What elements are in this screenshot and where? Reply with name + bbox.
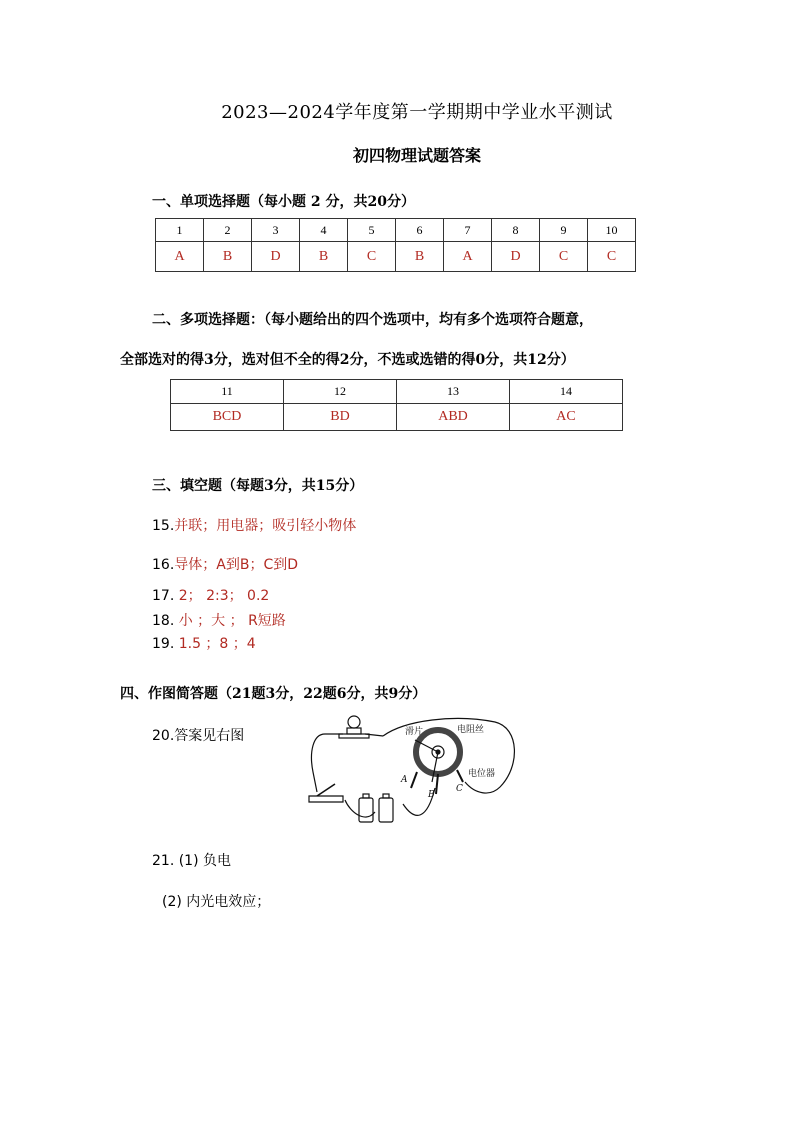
terminal-b-label: B (428, 790, 435, 800)
q17-number: 17. (152, 588, 175, 604)
q-number-cell-1: 11 (171, 380, 284, 404)
q-number-cell-1: 1 (156, 219, 204, 242)
q21-part1: 21. (1) 负电 (152, 853, 231, 869)
multi-choice-table (170, 379, 623, 431)
q-answer-cell-9: C (540, 242, 588, 272)
q-answer-cell-2: B (204, 242, 252, 272)
slider-label: 滑片 (405, 727, 424, 737)
q17-answer: 2； 2:3； 0.2 (178, 588, 270, 604)
q18-answer: 小 ；大 ； R短路 (178, 613, 286, 629)
q-number-cell-3: 3 (252, 219, 300, 242)
q15-number: 15. (152, 518, 175, 534)
q-number-cell-4: 14 (510, 380, 623, 404)
q-answer-cell-1: A (156, 242, 204, 272)
q-answer-cell-4: B (300, 242, 348, 272)
q15-row (152, 515, 356, 535)
q-answer-cell-1: BCD (171, 404, 284, 431)
q-number-cell-10: 10 (588, 219, 636, 242)
q20-text: 20.答案见右图 (152, 728, 245, 744)
section2-heading-line1: 二、多项选择题：（每小题给出的四个选项中，均有多个选项符合题意， (152, 312, 593, 328)
circuit-diagram (305, 712, 520, 827)
q16-number: 16. (152, 557, 175, 573)
q-answer-cell-2: BD (284, 404, 397, 431)
q-number-cell-2: 12 (284, 380, 397, 404)
q17-row (152, 585, 269, 605)
section4-heading: 四、作图简答题（21题3分，22题6分，共9分） (120, 686, 427, 702)
q-number-cell-3: 13 (397, 380, 510, 404)
q19-answer: 1.5 ；8 ；4 (178, 636, 256, 652)
potentiometer-label: 电位器 (468, 769, 496, 779)
q-number-cell-9: 9 (540, 219, 588, 242)
terminal-c-label: C (456, 784, 463, 794)
section2-heading-line2: 全部选对的得3分，选对但不全的得2分，不选或选错的得0分，共12分） (120, 352, 575, 368)
section1-heading: 一、单项选择题（每小题 2 分，共20分） (152, 194, 415, 210)
q19-number: 19. (152, 636, 175, 652)
q16-row (152, 554, 298, 574)
q-answer-cell-4: AC (510, 404, 623, 431)
q16-answer: 导体；A到B；C到D (174, 557, 299, 573)
q18-number: 18. (152, 613, 175, 629)
q-number-cell-5: 5 (348, 219, 396, 242)
single-choice-table (155, 218, 636, 272)
section3-heading: 三、填空题（每题3分，共15分） (152, 478, 364, 494)
q21-part2: (2) 内光电效应； (162, 894, 271, 910)
q-answer-cell-8: D (492, 242, 540, 272)
q-answer-cell-5: C (348, 242, 396, 272)
q-number-cell-7: 7 (444, 219, 492, 242)
exam-subtitle: 初四物理试题答案 (352, 146, 481, 165)
q-number-cell-6: 6 (396, 219, 444, 242)
q-answer-cell-7: A (444, 242, 492, 272)
terminal-a-label: A (401, 775, 408, 785)
wire-label: 电阻丝 (457, 725, 485, 735)
q-answer-cell-6: B (396, 242, 444, 272)
q-answer-cell-10: C (588, 242, 636, 272)
q15-answer: 并联；用电器；吸引轻小物体 (174, 518, 357, 534)
exam-title: 2023—2024学年度第一学期期中学业水平测试 (221, 102, 613, 123)
q-answer-cell-3: D (252, 242, 300, 272)
q-answer-cell-3: ABD (397, 404, 510, 431)
q19-row (152, 633, 256, 653)
q-number-cell-8: 8 (492, 219, 540, 242)
q-number-cell-2: 2 (204, 219, 252, 242)
q18-row (152, 610, 286, 630)
q-number-cell-4: 4 (300, 219, 348, 242)
